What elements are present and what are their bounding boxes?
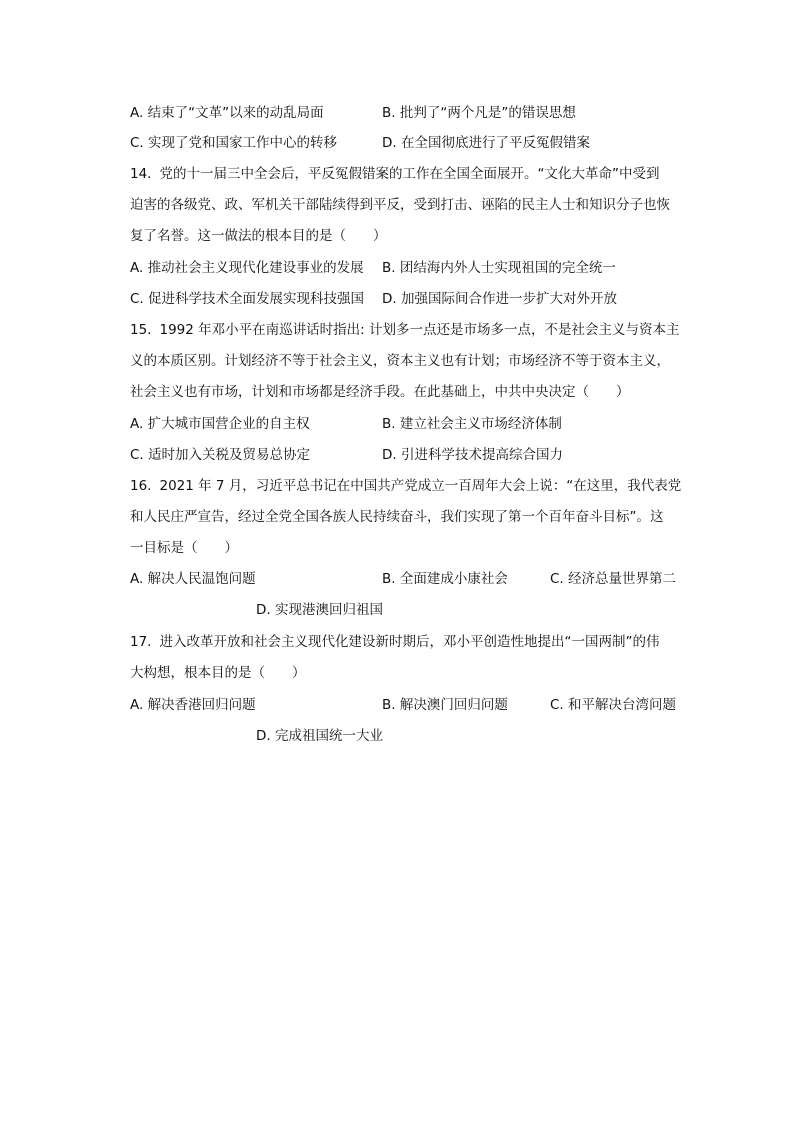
q17-option-b: B. 解决澳门回归问题 [382,697,508,713]
q13-option-c: C. 实现了党和国家工作中心的转移 [130,135,338,151]
q15-option-c: C. 适时加入关税及贸易总协定 [130,447,311,463]
q14-stem-line2: 迫害的各级党、政、军机关干部陆续得到平反，受到打击、诬陷的民主人士和知识分子也恢 [130,197,670,213]
q15-option-d: D. 引进科学技术提高综合国力 [382,447,563,463]
q14-option-c: C. 促进科学技术全面发展实现科技强国 [130,291,365,307]
q16-text1: 2021 年 7 月，习近平总书记在中国共产党成立一百周年大会上说：“在这里，我代表党 [159,478,682,494]
q16-stem-line3: 一目标是（ ） [130,540,238,556]
q17-number: 17. [130,634,152,650]
q17-option-c: C. 和平解决台湾问题 [550,697,677,713]
q14-option-b: B. 团结海内外人士实现祖国的完全统一 [382,260,616,276]
q14-stem-line3: 复了名誉。这一做法的根本目的是（ ） [130,228,387,244]
q13-option-d: D. 在全国彻底进行了平反冤假错案 [382,135,590,151]
q13-option-a: A. 结束了“文革”以来的动乱局面 [130,105,324,121]
q14-stem-line1 [130,164,659,184]
q13-option-b: B. 批判了“两个凡是”的错误思想 [382,105,576,121]
q16-option-b: B. 全面建成小康社会 [382,571,508,587]
q15-number: 15. [130,322,152,338]
q17-option-a: A. 解决香港回归问题 [130,697,256,713]
q16-stem-line2: 和人民庄严宣告，经过全党全国各族人民持续奋斗，我们实现了第一个百年奋斗目标”。这 [130,509,664,525]
q16-option-d: D. 实现港澳回归祖国 [256,602,383,618]
q14-number: 14. [130,166,152,182]
q16-option-c: C. 经济总量世界第二 [550,571,677,587]
q15-stem-line1 [130,320,679,340]
q14-option-a: A. 推动社会主义现代化建设事业的发展 [130,260,364,276]
q15-option-a: A. 扩大城市国营企业的自主权 [130,416,310,432]
q16-option-a: A. 解决人民温饱问题 [130,571,256,587]
q17-option-d: D. 完成祖国统一大业 [256,728,383,744]
q16-stem-line1 [130,476,681,496]
q15-option-b: B. 建立社会主义市场经济体制 [382,416,562,432]
q15-stem-line3: 社会主义也有市场，计划和市场都是经济手段。在此基础上，中共中央决定（ ） [130,384,630,400]
q17-stem-line2: 大构想，根本目的是（ ） [130,665,306,681]
q16-number: 16. [130,478,152,494]
q15-stem-line2: 义的本质区别。计划经济不等于社会主义，资本主义也有计划；市场经济不等于资本主义， [130,353,670,369]
q15-text1: 1992 年邓小平在南巡讲话时指出: 计划多一点还是市场多一点，不是社会主义与资本主 [159,322,680,338]
q14-text1: 党的十一届三中全会后，平反冤假错案的工作在全国全面展开。“文化大革命”中受到 [159,166,660,182]
q14-option-d: D. 加强国际间合作进一步扩大对外开放 [382,291,617,307]
q17-stem-line1 [130,632,659,652]
q17-text1: 进入改革开放和社会主义现代化建设新时期后，邓小平创造性地提出“一国两制”的伟 [159,634,660,650]
